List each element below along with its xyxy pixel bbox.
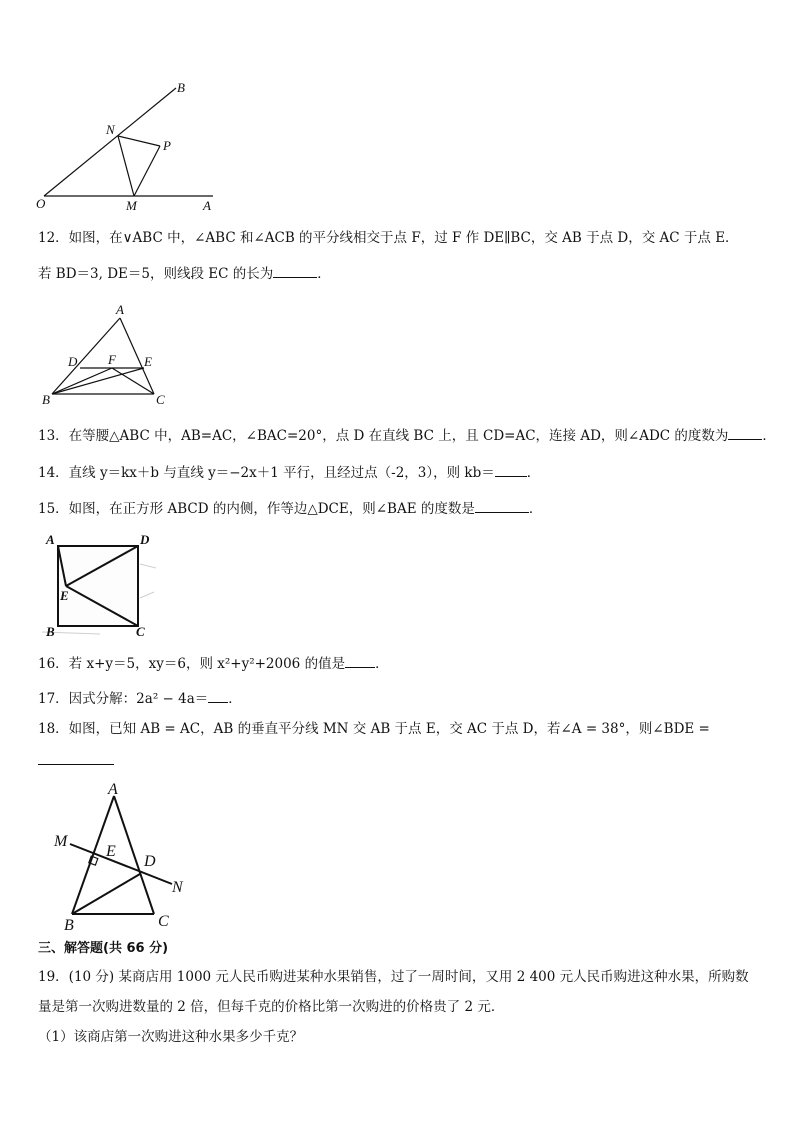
figure-square-abcd: [40, 532, 160, 644]
label-A: A: [108, 781, 118, 798]
section-title: 三、解答题(共 66 分): [38, 941, 169, 956]
label-B: B: [42, 392, 50, 407]
label-A: A: [46, 532, 55, 547]
figure-perpendicular-bisector: [48, 778, 198, 934]
label-C: C: [158, 913, 169, 930]
label-M: M: [126, 198, 137, 213]
q12-line1: 12．如图，在∨ABC 中，∠ABC 和∠ACB 的平分线相交于点 F，过 F 作 DE∥BC，交 AB 于点 D，交 AC 于点 E．: [38, 230, 739, 246]
answer-blank[interactable]: [345, 655, 375, 668]
label-A: A: [203, 198, 211, 213]
q18: 18．如图，已知 AB = AC，AB 的垂直平分线 MN 交 AB 于点 E，交 AC 于点 D，若∠A = 38°，则∠BDE =: [38, 721, 710, 737]
q16: 16．若 x+y＝5，xy＝6，则 x²+y²+2006 的值是 ．: [38, 656, 389, 672]
answer-blank[interactable]: [475, 500, 529, 513]
label-E: E: [60, 588, 69, 603]
label-N: N: [172, 879, 183, 896]
label-O: O: [36, 196, 46, 211]
label-E: E: [106, 843, 116, 860]
label-M: M: [54, 833, 68, 850]
label-N: N: [106, 122, 115, 137]
label-B: B: [177, 80, 185, 95]
label-D: D: [140, 532, 150, 547]
figure-triangle-def: [36, 302, 176, 408]
answer-blank[interactable]: [273, 265, 317, 278]
figure-angle-nmp: [30, 78, 230, 214]
label-F: F: [108, 352, 116, 367]
q19-line2: 量是第一次购进数量的 2 倍，但每千克的价格比第一次购进的价格贵了 2 元．: [38, 999, 505, 1015]
label-C: C: [156, 392, 165, 407]
label-C: C: [136, 624, 145, 639]
label-D: D: [68, 354, 78, 369]
label-B: B: [64, 917, 74, 934]
q18-answer-line: [38, 752, 114, 770]
q19-line1: 19．(10 分) 某商店用 1000 元人民币购进某种水果销售，过了一周时间，又用 2 400 元人民币购进这种水果，所购数: [38, 969, 749, 985]
q12-line2: 若 BD＝3, DE＝5，则线段 EC 的长为 ．: [38, 266, 331, 282]
answer-blank[interactable]: [728, 427, 762, 440]
label-P: P: [163, 138, 171, 153]
answer-blank[interactable]: [208, 690, 228, 703]
label-B: B: [46, 624, 55, 639]
label-A: A: [116, 302, 124, 317]
label-E: E: [144, 354, 152, 369]
label-D: D: [144, 853, 156, 870]
q13: 13．在等腰△ABC 中，AB=AC，∠BAC=20°，点 D 在直线 BC 上，且 CD=AC，连接 AD，则∠ADC 的度数为 ．: [38, 428, 776, 444]
q17: 17．因式分解：2a² − 4a＝ ．: [38, 691, 242, 707]
answer-blank[interactable]: [38, 752, 114, 765]
answer-blank[interactable]: [495, 464, 527, 477]
q19-sub1: （1）该商店第一次购进这种水果多少千克？: [38, 1029, 304, 1045]
q15: 15．如图，在正方形 ABCD 的内侧，作等边△DCE，则∠BAE 的度数是 ．: [38, 501, 543, 517]
q14: 14．直线 y＝kx＋b 与直线 y＝−2x＋1 平行，且经过点（-2，3），则 kb＝ ．: [38, 465, 541, 481]
